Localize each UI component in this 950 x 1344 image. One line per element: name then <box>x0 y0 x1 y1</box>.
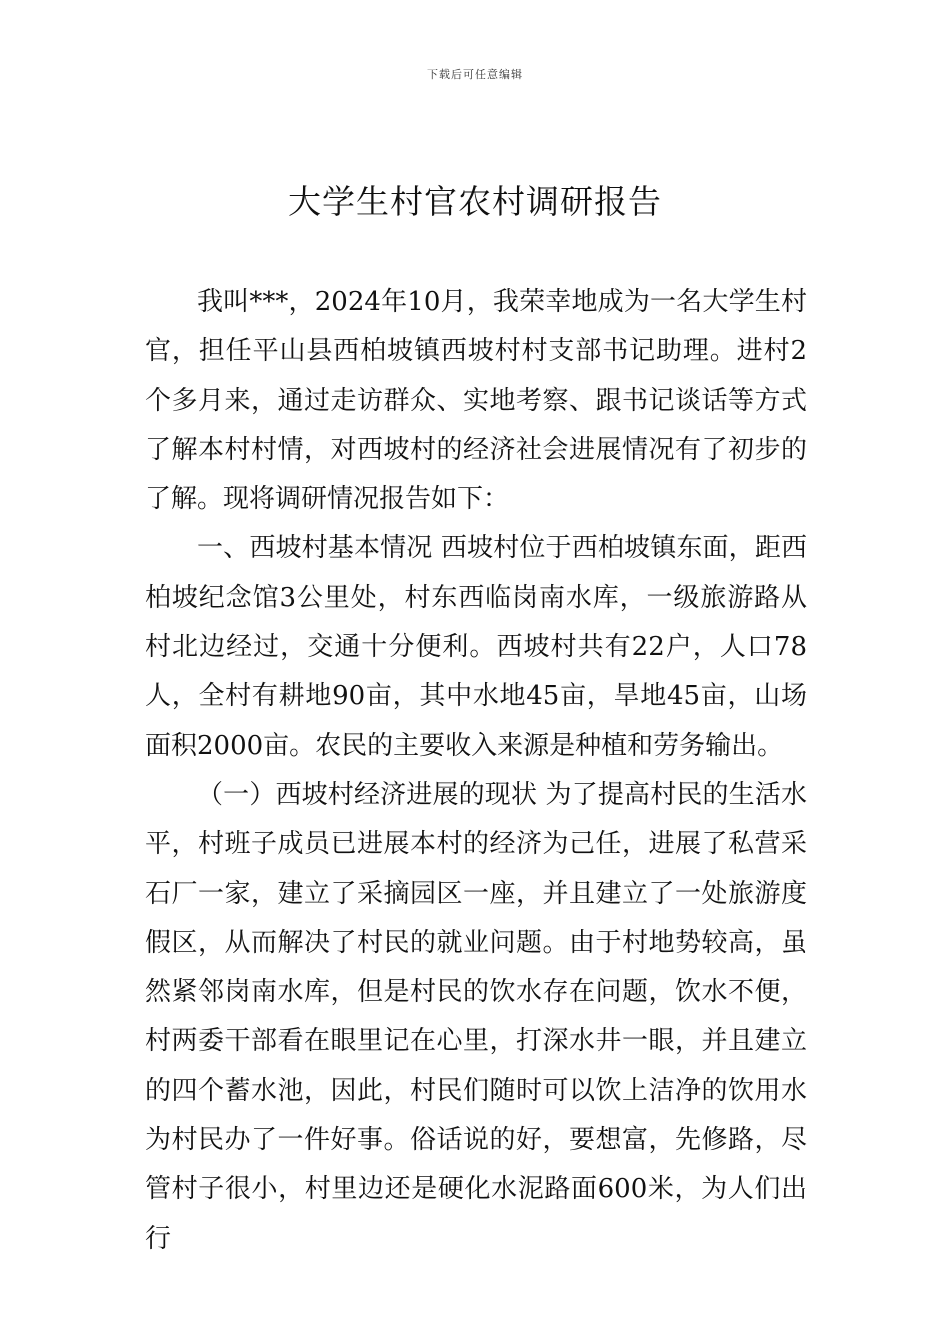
document-title: 大学生村官农村调研报告 <box>288 182 662 221</box>
paragraph-intro: 我叫***，2024年10月，我荣幸地成为一名大学生村官，担任平山县西柏坡镇西坡村村支部书记助理。进村2个多月来，通过走访群众、实地考察、跟书记谈话等方式了解本村村情，对西坡村的经济社会进展情况有了初步的了解。现将调研情况报告如下： <box>145 287 807 515</box>
document-body <box>145 278 807 1264</box>
header-note: 下载后可任意编辑 <box>427 68 523 81</box>
paragraph-economic-status: （一）西坡村经济进展的现状 为了提高村民的生活水平，村班子成员已进展本村的经济为己任，进展了私营采石厂一家，建立了采摘园区一座，并且建立了一处旅游度假区，从而解决了村民的就业问题。由于村地势较高，虽然紧邻岗南水库，但是村民的饮水存在问题，饮水不便，村两委干部看在眼里记在心里，打深水井一眼，并且建立的四个蓄水池，因此，村民们随时可以饮上洁净的饮用水为村民办了一件好事。俗话说的好，要想富，先修路，尽管村子很小，村里边还是硬化水泥路面600米，为人们出行 <box>145 779 807 1254</box>
paragraph-basic-situation: 一、西坡村基本情况 西坡村位于西柏坡镇东面，距西柏坡纪念馆3公里处，村东西临岗南水库，一级旅游路从村北边经过，交通十分便利。西坡村共有22户，人口78人，全村有耕地90亩，其中水地45亩，旱地45亩，山场面积2000亩。农民的主要收入来源是种植和劳务输出。 <box>145 533 807 761</box>
